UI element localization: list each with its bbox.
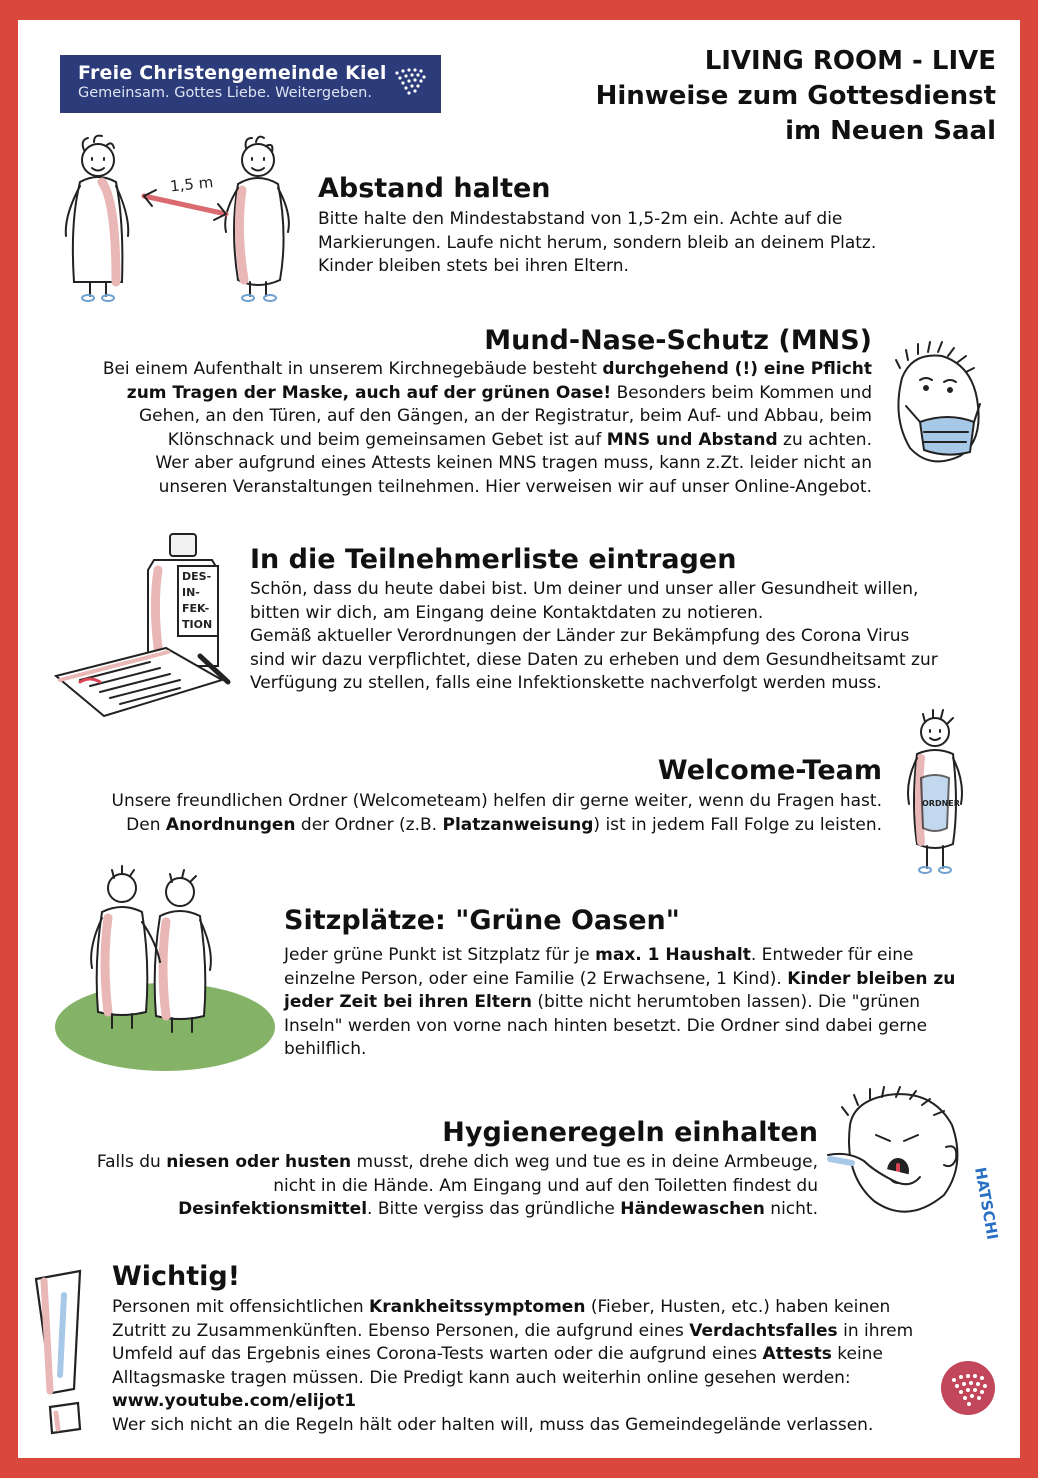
text-line: nicht in die Hände. Am Eingang und auf den Toiletten findest du — [273, 1175, 818, 1196]
header-line-1: LIVING ROOM - LIVE — [704, 46, 996, 76]
section-text-hygiene — [97, 1151, 818, 1222]
youtube-link[interactable] — [112, 1390, 913, 1414]
text-line: Kinder bleiben stets bei ihren Eltern. — [318, 256, 629, 277]
desinfektion-label-4: TION — [182, 618, 213, 631]
text-span: . Bitte vergiss das gründliche — [367, 1199, 621, 1220]
church-logo — [60, 55, 441, 113]
text-line: Gemäß aktueller Verordnungen der Länder zur Bekämpfung des Corona Virus — [250, 626, 910, 647]
section-text-abstand — [318, 208, 876, 279]
text-line: unseren Veranstaltungen teilnehmen. Hier verweisen wir auf unser Online-Angebot. — [158, 476, 872, 497]
text-line — [103, 358, 872, 382]
bold-text: Desinfektionsmittel — [178, 1199, 368, 1220]
text-span: musst, drehe dich weg und tue es in deine Armbeuge, — [351, 1152, 818, 1172]
text-span: Bei einem Aufenthalt in unserem Kirchnegebäude besteht — [102, 359, 603, 379]
text-line: Bitte halte den Mindestabstand von 1,5-2m ein. Achte auf die — [318, 209, 843, 229]
text-span: nicht. — [764, 1199, 818, 1220]
text-span: Klönschnack und beim gemeinsamen Gebet ist auf — [167, 429, 607, 450]
section-text-welcome — [112, 790, 883, 837]
text-line: Gehen, an den Türen, auf den Gängen, an der Registratur, beim Auf- und Abbau, beim — [138, 406, 872, 427]
bold-text: zum Tragen der Maske, auch auf der grünen Oase! — [126, 382, 612, 403]
text-line — [284, 968, 955, 992]
exclamation-icon — [30, 1265, 110, 1450]
desinfektion-label-2: IN- — [182, 586, 200, 599]
mask-face-illustration — [880, 338, 990, 473]
desinfektion-label-3: FEK- — [182, 602, 210, 615]
text-line — [112, 1320, 913, 1344]
text-line — [103, 429, 872, 453]
text-line — [112, 1343, 913, 1367]
green-oasis-illustration — [50, 862, 280, 1078]
ordner-label: ORDNER — [922, 799, 960, 808]
hatschi-label: HATSCHI — [971, 1165, 1002, 1242]
text-line: behilflich. — [284, 1039, 367, 1060]
bold-text: max. 1 Haushalt — [595, 945, 751, 965]
bold-text: Kinder bleiben zu — [787, 968, 956, 989]
header-line-2: Hinweise zum Gottesdienst — [595, 81, 996, 111]
text-line — [103, 382, 872, 406]
text-span: einzelne Person, oder eine Familie (2 Erwachsene, 1 Kind). — [284, 968, 788, 989]
text-span: . Entweder für eine — [750, 945, 914, 965]
logo-tagline: Gemeinsam. Gottes Liebe. Weitergeben. — [78, 85, 372, 101]
section-text-sitz — [284, 944, 955, 1062]
bold-text: Verdachtsfalles — [689, 1320, 838, 1341]
logo-name: Freie Christengemeinde Kiel — [78, 62, 387, 84]
text-span: Den — [126, 814, 166, 835]
text-span: Personen mit offensichtlichen — [112, 1297, 370, 1317]
bold-text: Anordnungen — [165, 814, 296, 835]
header-line-3: im Neuen Saal — [785, 116, 996, 146]
text-line — [112, 814, 883, 838]
text-span: (Fieber, Husten, etc.) haben keinen — [585, 1297, 891, 1317]
section-title-wichtig: Wichtig! — [112, 1261, 241, 1292]
section-text-wichtig — [112, 1296, 913, 1438]
section-title-liste: In die Teilnehmerliste eintragen — [250, 544, 737, 575]
text-line: Verfügung zu stellen, falls eine Infektionskette nachverfolgt werden muss. — [250, 673, 882, 694]
bold-text: Händewaschen — [620, 1199, 765, 1220]
section-title-abstand: Abstand halten — [318, 173, 551, 204]
text-span: in ihrem — [837, 1320, 914, 1341]
section-title-sitz: Sitzplätze: "Grüne Oasen" — [284, 905, 680, 936]
bold-text: Krankheitssymptomen — [369, 1297, 586, 1317]
text-line: Inseln" werden von vorne nach hinten besetzt. Die Ordner sind dabei gerne — [284, 1015, 928, 1036]
text-span: Besonders beim Kommen und — [611, 382, 872, 403]
desinfektion-label-1: DES- — [182, 570, 212, 583]
sneezing-face-illustration — [820, 1085, 1005, 1242]
text-span: ) ist in jedem Fall Folge zu leisten. — [593, 814, 882, 835]
disinfectant-list-illustration — [50, 530, 250, 720]
church-badge-icon — [940, 1360, 996, 1416]
section-title-hygiene: Hygieneregeln einhalten — [442, 1117, 818, 1148]
text-line: sind wir dazu verpflichtet, diese Daten zu erheben und dem Gesundheitsamt zur — [250, 649, 938, 670]
page-header — [596, 44, 996, 149]
text-span: (bitte nicht herumtoben lassen). Die "grünen — [531, 992, 921, 1013]
bold-text: www.youtube.com/elijot1 — [112, 1391, 357, 1412]
bold-text: Platzanweisung — [442, 814, 594, 835]
text-span: Zutritt zu Zusammenkünften. Ebenso Personen, die aufgrund eines — [112, 1320, 690, 1341]
text-line — [97, 1198, 818, 1222]
text-line — [284, 944, 955, 968]
text-span: keine — [831, 1344, 883, 1365]
text-span: Umfeld auf das Ergebnis eines Corona-Tests warten oder die aufgrund eines — [112, 1344, 763, 1365]
ordner-person-illustration — [895, 708, 975, 888]
text-line: Alltagsmaske tragen müssen. Die Predigt kann auch weiterhin online gesehen werden: — [112, 1367, 851, 1388]
text-span: Falls du — [96, 1152, 167, 1172]
section-text-mns — [103, 358, 872, 500]
bold-text: MNS und Abstand — [606, 429, 778, 450]
text-line — [97, 1151, 818, 1175]
text-line: Unsere freundlichen Ordner (Welcometeam) helfen dir gerne weiter, wenn du Fragen hast. — [111, 791, 882, 811]
text-line: Markierungen. Laufe nicht herum, sondern bleib an deinem Platz. — [318, 232, 877, 253]
bold-text: jeder Zeit bei ihren Eltern — [284, 992, 532, 1013]
section-text-liste — [250, 578, 938, 696]
text-line: bitten wir dich, am Eingang deine Kontaktdaten zu notieren. — [250, 602, 764, 623]
text-line: Wer sich nicht an die Regeln hält oder halten will, muss das Gemeindegelände verlassen. — [112, 1414, 874, 1435]
dots-logo-icon — [393, 67, 427, 99]
section-title-welcome: Welcome-Team — [657, 755, 882, 786]
text-span: Jeder grüne Punkt ist Sitzplatz für je — [284, 945, 596, 965]
distance-people-illustration — [50, 130, 320, 310]
text-line — [112, 1296, 913, 1320]
bold-text: niesen oder husten — [166, 1152, 352, 1172]
text-span: der Ordner (z.B. — [295, 814, 443, 835]
bold-text: Attests — [762, 1344, 832, 1365]
distance-label: 1,5 m — [169, 173, 215, 196]
text-line: Wer aber aufgrund eines Attests keinen MNS tragen muss, kann z.Zt. leider nicht an — [155, 453, 872, 474]
text-line: Schön, dass du heute dabei bist. Um deiner und unser aller Gesundheit willen, — [250, 579, 919, 599]
text-line — [284, 991, 955, 1015]
text-span: zu achten. — [777, 429, 872, 450]
section-title-mns: Mund-Nase-Schutz (MNS) — [484, 325, 872, 356]
bold-text: durchgehend (!) eine Pflicht — [602, 359, 872, 379]
